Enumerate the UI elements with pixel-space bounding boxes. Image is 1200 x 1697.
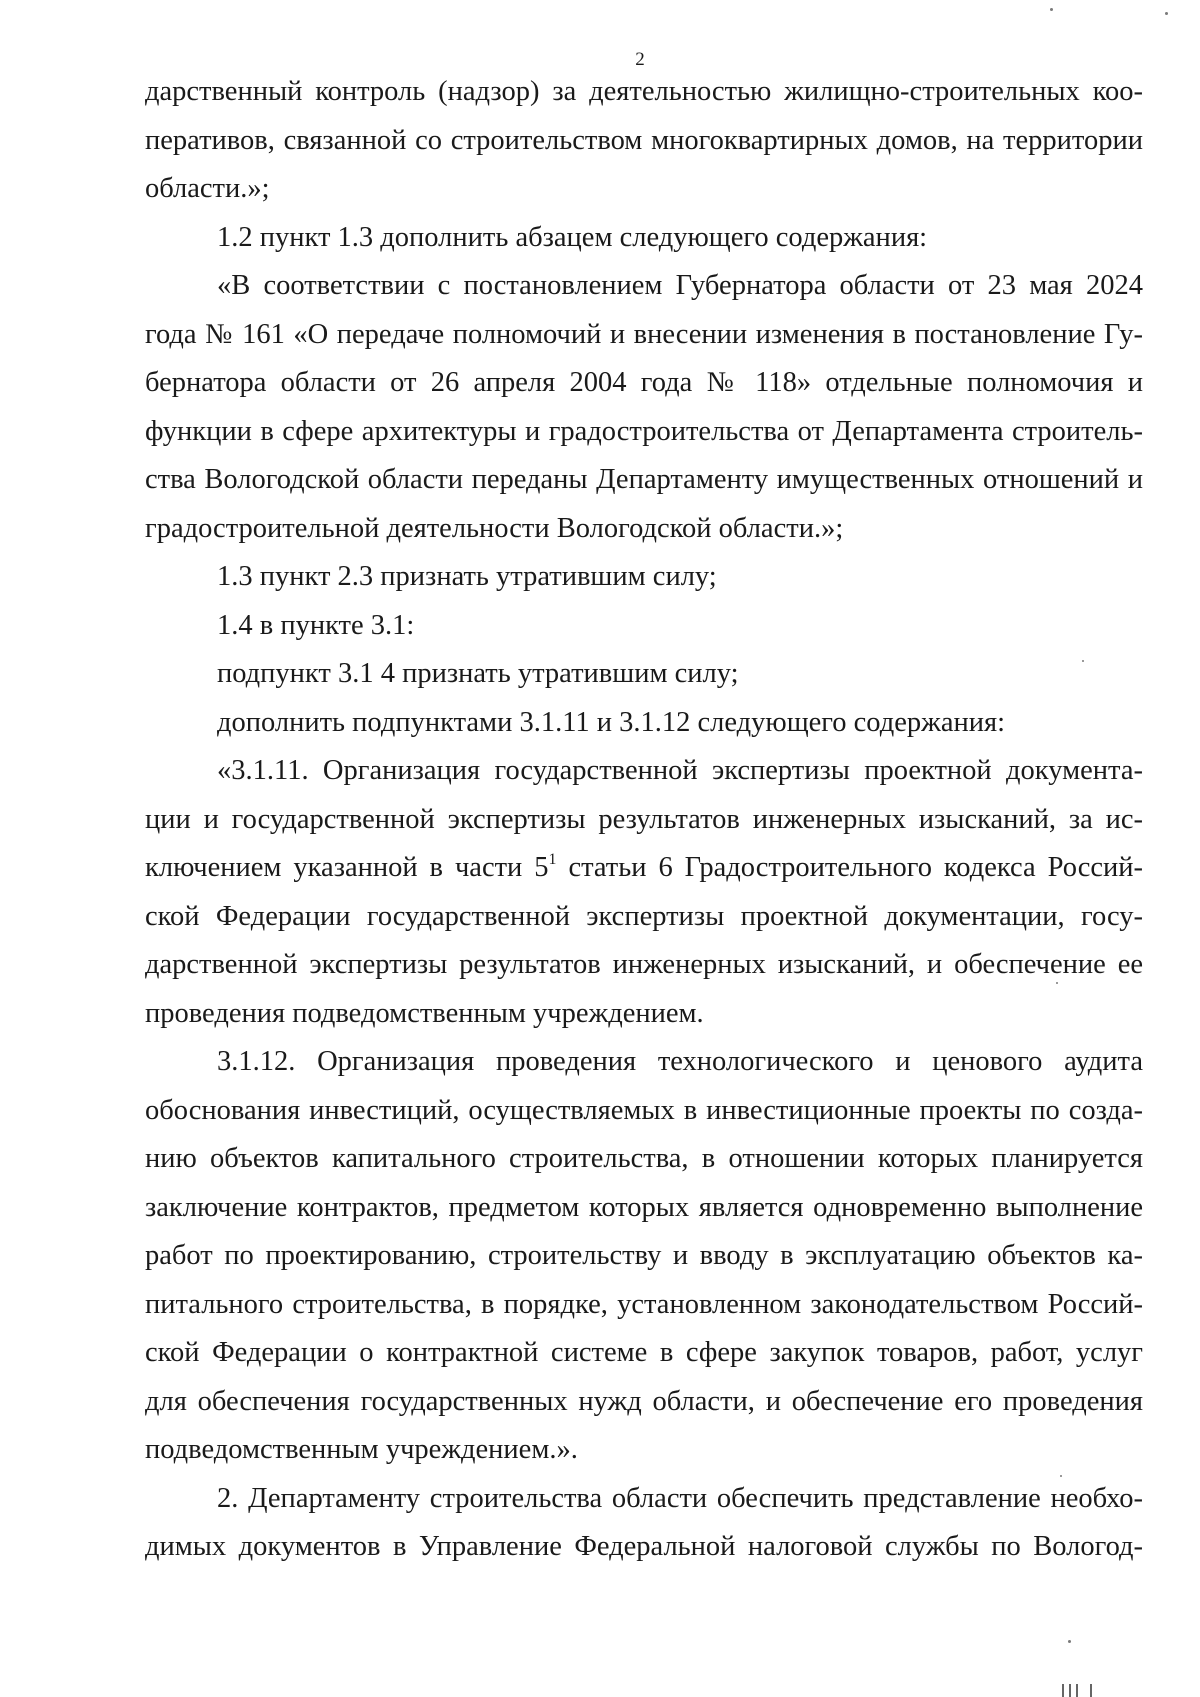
text-line: подпункт 3.1 4 признать утратившим силу; [217,658,739,689]
text-line: обоснования инвестиций, осуществляемых в инвестиционные проекты по созда- [145,1094,1143,1126]
scan-artifact [1076,1684,1078,1697]
scan-artifact [1060,1475,1062,1477]
text-fragment: ключением указанной в части 5 [145,852,549,883]
text-line: ской Федерации государственной экспертизы проектной документации, госу- [145,900,1143,932]
text-line: года № 161 «О передаче полномочий и внесении изменения в постановление Гу- [145,318,1143,350]
scan-artifact [1056,982,1058,984]
text-line: ской Федерации о контрактной системе в сфере закупок товаров, работ, услуг [145,1337,1143,1368]
text-line: бернатора области от 26 апреля 2004 года № 118» отдельные полномочия и [145,367,1143,398]
text-line: дарственной экспертизы результатов инженерных изысканий, и обеспечение ее [145,949,1143,980]
text-fragment: статьи 6 Градостроительного кодекса Россий- [556,852,1143,883]
text-line: для обеспечения государственных нужд области, и обеспечение его проведения [145,1385,1143,1417]
text-line: 1.3 пункт 2.3 признать утратившим силу; [217,561,717,592]
page-number: 2 [635,49,645,70]
text-line: дарственный контроль (надзор) за деятельностью жилищно-строительных коо- [145,76,1143,107]
text-line: 1.4 в пункте 3.1: [217,609,415,641]
text-line: области.»; [145,173,270,204]
text-line: градостроительной деятельности Вологодской области.»; [145,512,844,544]
document-body [145,68,1143,1572]
scan-artifact [1069,1684,1071,1697]
text-line: 3.1.12. Организация проведения технологического и ценового аудита [217,1046,1143,1077]
superscript: 1 [548,851,557,868]
scan-artifact [1090,1684,1092,1697]
scan-artifact [1165,12,1168,15]
text-line: проведения подведомственным учреждением. [145,997,704,1029]
text-line: заключение контрактов, предметом которых является одновременно выполнение [145,1191,1143,1223]
scan-artifact [1062,1684,1064,1697]
text-line: подведомственным учреждением.». [145,1434,578,1465]
text-line: работ по проектированию, строительству и вводу в эксплуатацию объектов ка- [145,1240,1143,1271]
text-line-with-superscript [145,844,1143,893]
text-line: 2. Департаменту строительства области обеспечить представление необхо- [217,1482,1143,1514]
text-line: димых документов в Управление Федеральной налоговой службы по Вологод- [145,1531,1143,1562]
text-line: нию объектов капитального строительства, в отношении которых планируется [145,1143,1143,1174]
text-line: дополнить подпунктами 3.1.11 и 3.1.12 следующего содержания: [217,706,1006,738]
text-line: ства Вологодской области переданы Департаменту имущественных отношений и [145,464,1143,495]
text-line: «В соответствии с постановлением Губернатора области от 23 мая 2024 [217,270,1143,301]
text-line: питального строительства, в порядке, установленном законодательством Россий- [145,1288,1143,1320]
text-line: «3.1.11. Организация государственной экспертизы проектной документа- [217,755,1143,786]
text-line: перативов, связанной со строительством многоквартирных домов, на территории [145,124,1143,156]
scan-artifact [1050,8,1053,11]
text-line: функции в сфере архитектуры и градостроительства от Департамента строитель- [145,415,1143,447]
scan-artifact [1068,1640,1071,1643]
text-line: 1.2 пункт 1.3 дополнить абзацем следующего содержания: [217,221,928,253]
scan-artifact [1082,660,1084,662]
text-line: ции и государственной экспертизы результатов инженерных изысканий, за ис- [145,803,1143,835]
